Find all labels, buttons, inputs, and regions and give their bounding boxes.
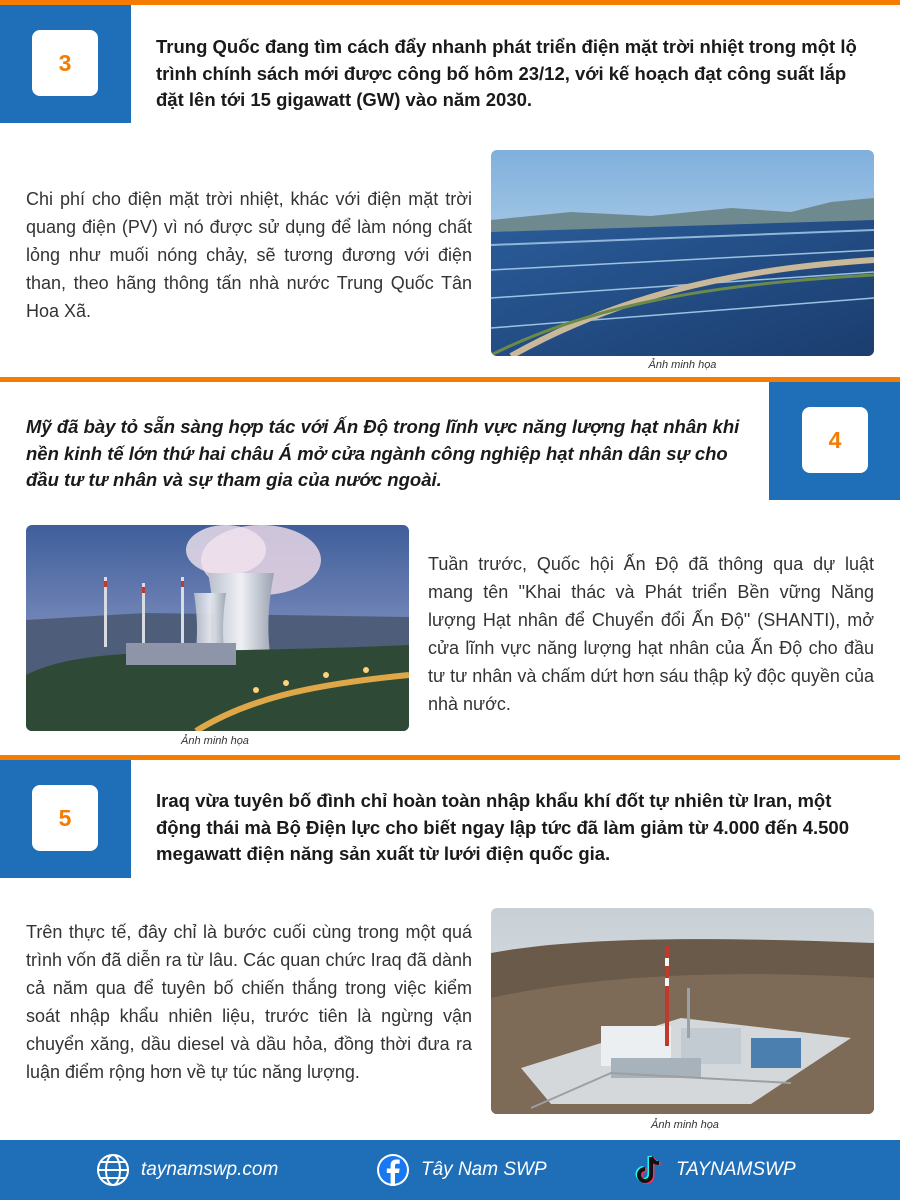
footer-bar	[0, 1140, 900, 1200]
footer-website-label: taynamswp.com	[141, 1159, 279, 1180]
section-3-body: Chi phí cho điện mặt trời nhiệt, khác với điện mặt trời quang điện (PV) vì nó được sử dụng để làm nóng chất lỏng như muối nóng chảy, sẽ tương đương với điện than, theo hãng thông tấn nhà nước Trung Quốc Tân Hoa Xã.	[26, 189, 472, 321]
section-5-headline: Iraq vừa tuyên bố đình chỉ hoàn toàn nhập khẩu khí đốt tự nhiên từ Iran, một động thái mà Bộ Điện lực cho biết ngay lập tức đã làm giảm từ 4.000 đến 4.500 megawatt điện năng sản xuất từ lưới điện quốc gia.	[156, 790, 850, 864]
section-4-body: Tuần trước, Quốc hội Ấn Độ đã thông qua dự luật mang tên "Khai thác và Phát triển Bền vững Năng lượng Hạt nhân để Chuyển đổi Ấn Độ" (SHANTI), mở cửa lĩnh vực năng lượng hạt nhân của Ấn Độ cho đầu tư tư nhân và chấm dứt hơn sáu thập kỷ độc quyền của nhà nước.	[428, 554, 874, 714]
section-5-caption: Ảnh minh họa	[651, 1119, 719, 1131]
tiktok-icon	[630, 1152, 666, 1188]
section-5-number: 5	[32, 785, 98, 851]
section-5-body: Trên thực tế, đây chỉ là bước cuối cùng trong một quá trình vốn đã diễn ra từ lâu. Các quan chức Iraq đã dành cả năm qua để tuyên bố chiến thắng trong việc kiểm soát nhập khẩu nhiên liệu, trước tiên là ngừng vận chuyển xăng, dầu diesel và dầu hỏa, đồng thời đưa ra luận điểm rộng hơn về tự túc năng lượng.	[26, 922, 472, 1082]
footer-facebook[interactable]	[375, 1140, 547, 1200]
section-4-caption: Ảnh minh họa	[181, 735, 249, 747]
footer-tiktok[interactable]	[630, 1140, 796, 1200]
section-3-caption: Ảnh minh họa	[648, 359, 717, 371]
section-3-number: 3	[32, 30, 98, 96]
footer-facebook-label: Tây Nam SWP	[421, 1159, 547, 1180]
section-divider	[0, 755, 900, 760]
section-4-headline: Mỹ đã bày tỏ sẵn sàng hợp tác với Ấn Độ trong lĩnh vực năng lượng hạt nhân khi nền kinh tế lớn thứ hai châu Á mở cửa ngành công nghiệp hạt nhân dân sự cho đầu tư tư nhân và sự tham gia của nước ngoài.	[26, 416, 740, 490]
globe-icon	[95, 1152, 131, 1188]
section-4-number: 4	[802, 407, 868, 473]
top-divider	[0, 0, 900, 5]
gas-plant-photo	[491, 908, 874, 1114]
section-divider	[0, 377, 900, 382]
footer-tiktok-label: TAYNAMSWP	[676, 1159, 796, 1180]
section-3-headline: Trung Quốc đang tìm cách đẩy nhanh phát triển điện mặt trời nhiệt trong một lộ trình chính sách mới được công bố hôm 23/12, với kế hoạch đạt công suất lắp đặt lên tới 15 gigawatt (GW) vào năm 2030.	[156, 36, 857, 110]
footer-website[interactable]	[95, 1140, 278, 1200]
solar-farm-photo	[491, 150, 874, 356]
facebook-icon	[375, 1152, 411, 1188]
nuclear-plant-photo	[26, 525, 409, 731]
